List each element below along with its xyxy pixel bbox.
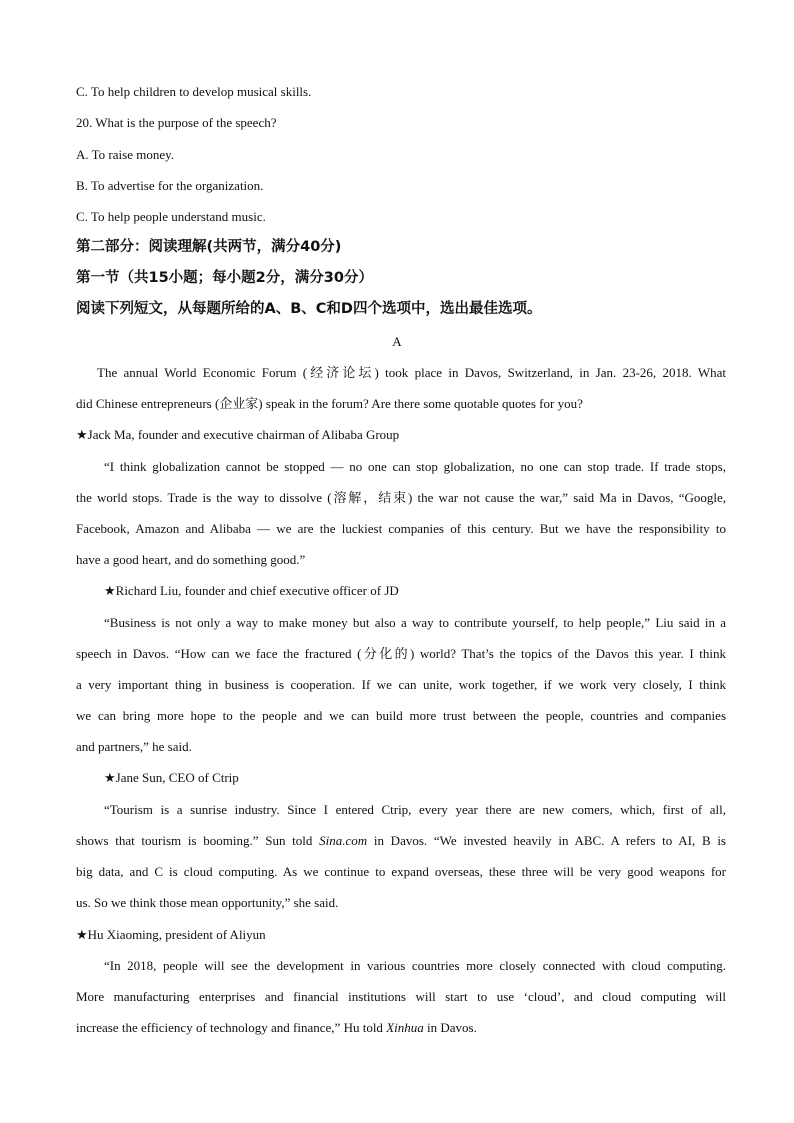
- jack-ma-quote-line-2: the world stops. Trade is the way to dissolve (溶解，结束) the war not cause the war,” said Ma in Davos, “Google,: [76, 490, 726, 505]
- jack-ma-heading: ★Jack Ma, founder and executive chairman of Alibaba Group: [76, 427, 400, 442]
- jack-ma-quote-line-3: Facebook, Amazon and Alibaba — we are the luckiest companies of this century. But we have the responsibility to: [76, 521, 726, 536]
- jane-sun-line2-text: shows that tourism is booming.” Sun told: [76, 833, 320, 848]
- q20-stem: 20. What is the purpose of the speech?: [76, 115, 277, 130]
- hu-xiaoming-quote-line-3: [76, 1020, 726, 1036]
- hu-xiaoming-line3-text: increase the efficiency of technology and finance,” Hu told: [76, 1020, 387, 1035]
- hu-xiaoming-quote-line-2: More manufacturing enterprises and financial institutions will start to use ‘cloud’, and cloud computing will: [76, 989, 726, 1004]
- richard-liu-heading: ★Richard Liu, founder and chief executive officer of JD: [104, 583, 399, 598]
- hu-xiaoming-heading: ★Hu Xiaoming, president of Aliyun: [76, 927, 266, 942]
- richard-liu-quote-line-2: speech in Davos. “How can we face the fractured (分化的) world? That’s the topics of the Davos this year. I think: [76, 646, 726, 661]
- jane-sun-quote-line-4: us. So we think those mean opportunity,” she said.: [76, 895, 339, 910]
- richard-liu-quote-line-4: we can bring more hope to the people and we can build more trust between the people, countries and companies: [76, 708, 726, 723]
- jane-sun-quote-line-3: big data, and C is cloud computing. As we continue to expand overseas, these three will be very good weapons for: [76, 864, 726, 879]
- richard-liu-quote-line-5: and partners,” he said.: [76, 739, 192, 754]
- jane-sun-quote-line-2: [76, 833, 726, 849]
- q20-option-c: C. To help people understand music.: [76, 209, 266, 224]
- section1-heading: 第一节（共15小题；每小题2分，满分30分）: [76, 270, 373, 286]
- jack-ma-quote-line-1: “I think globalization cannot be stopped — no one can stop globalization, no one can stop trade. If trade stops,: [104, 459, 726, 474]
- intro-line-2: did Chinese entrepreneurs (企业家) speak in the forum? Are there some quotable quotes for you?: [76, 396, 583, 411]
- sina-com-source: Sina.com: [319, 833, 368, 848]
- q19-option-c: C. To help children to develop musical skills.: [76, 84, 312, 99]
- hu-xiaoming-line3-tail: in Davos.: [423, 1020, 477, 1035]
- q20-option-a: A. To raise money.: [76, 147, 175, 162]
- xinhua-source: Xinhua: [386, 1020, 424, 1035]
- jane-sun-heading: ★Jane Sun, CEO of Ctrip: [104, 770, 239, 785]
- passage-label: A: [392, 334, 402, 349]
- jane-sun-quote-line-1: “Tourism is a sunrise industry. Since I entered Ctrip, every year there are new comers, which, first of all,: [104, 802, 726, 817]
- richard-liu-quote-line-1: “Business is not only a way to make money but also a way to contribute yourself, to help people,” Liu said in a: [104, 615, 726, 630]
- jane-sun-line2-tail: in Davos. “We invested heavily in ABC. A refers to AI, B is: [367, 833, 726, 848]
- instruction-text: 阅读下列短文，从每题所给的A、B、C和D四个选项中，选出最佳选项。: [76, 301, 542, 317]
- jack-ma-quote-line-4: have a good heart, and do something good.”: [76, 552, 306, 567]
- part2-heading: 第二部分：阅读理解(共两节，满分40分): [76, 239, 342, 255]
- hu-xiaoming-quote-line-1: “In 2018, people will see the development in various countries more closely connected with cloud computing.: [104, 958, 726, 973]
- intro-line-1: The annual World Economic Forum (经济论坛) took place in Davos, Switzerland, in Jan. 23-26, 2018. What: [97, 365, 726, 380]
- richard-liu-quote-line-3: a very important thing in business is cooperation. If we can unite, work together, if we work very closely, I think: [76, 677, 726, 692]
- q20-option-b: B. To advertise for the organization.: [76, 178, 264, 193]
